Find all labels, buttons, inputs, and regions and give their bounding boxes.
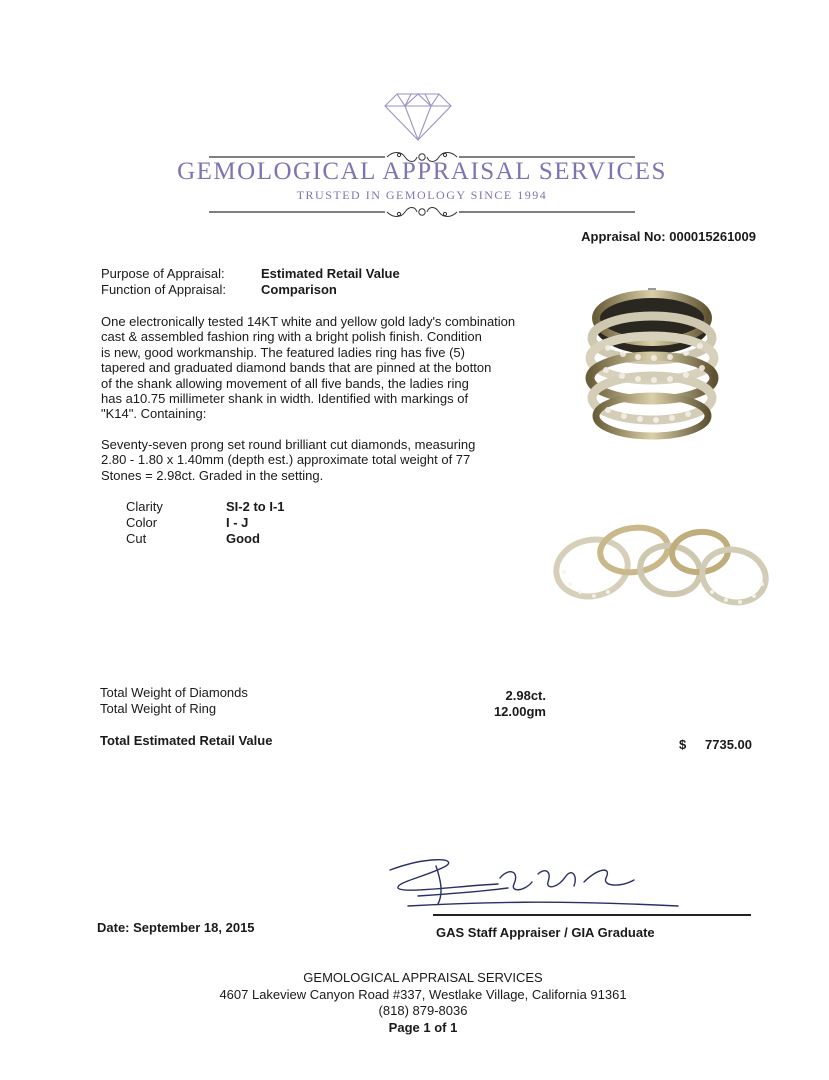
color-label: Color — [126, 515, 158, 530]
total-diamond-weight-value: 2.98ct. — [505, 688, 546, 703]
diamond-line: 2.80 - 1.80 x 1.40mm (depth est.) approximate total weight of 77 — [101, 452, 471, 468]
diamond-logo-icon — [383, 92, 453, 142]
description-line: tapered and graduated diamond bands that are pinned at the botton — [101, 360, 492, 376]
total-ring-weight-label: Total Weight of Ring — [100, 701, 217, 716]
company-name: GEMOLOGICAL APPRAISAL SERVICES — [177, 158, 667, 185]
total-diamond-weight-label: Total Weight of Diamonds — [100, 685, 248, 700]
diamond-line: Stones = 2.98ct. Graded in the setting. — [101, 467, 324, 483]
description-line: has a10.75 millimeter shank in width. Identified with markings of — [101, 391, 469, 407]
cut-value: Good — [226, 531, 260, 546]
retail-value-amount: 7735.00 — [705, 737, 752, 752]
item-description — [101, 314, 551, 422]
ring-stack-photo — [578, 288, 728, 448]
signature-line — [433, 914, 751, 916]
appraiser-signature — [388, 848, 688, 918]
color-value: I - J — [226, 515, 249, 530]
appraiser-title: GAS Staff Appraiser / GIA Graduate — [436, 925, 655, 940]
diamond-description — [101, 437, 551, 483]
ornamental-rule-bottom — [209, 205, 635, 219]
description-line: One electronically tested 14KT white and yellow gold lady's combination — [101, 314, 516, 329]
purpose-label: Purpose of Appraisal: — [101, 266, 225, 281]
description-line: of the shank allowing movement of all five bands, the ladies ring — [101, 375, 469, 391]
footer-phone: (818) 879-8036 — [378, 1003, 468, 1018]
function-label: Function of Appraisal: — [101, 282, 227, 297]
footer-address: 4607 Lakeview Canyon Road #337, Westlake Village, California 91361 — [219, 987, 627, 1002]
description-line: cast & assembled fashion ring with a bright polish finish. Condition — [101, 329, 482, 345]
clarity-value: SI-2 to I-1 — [226, 499, 285, 514]
appraisal-date: Date: September 18, 2015 — [97, 920, 255, 935]
appraisal-number: Appraisal No: 000015261009 — [581, 229, 756, 244]
purpose-value: Estimated Retail Value — [261, 266, 400, 281]
page-number: Page 1 of 1 — [388, 1020, 458, 1035]
cut-label: Cut — [126, 531, 147, 546]
currency-symbol: $ — [679, 737, 687, 752]
retail-value-label: Total Estimated Retail Value — [100, 733, 273, 748]
clarity-label: Clarity — [126, 499, 163, 514]
total-ring-weight-value: 12.00gm — [493, 704, 546, 719]
footer-company: GEMOLOGICAL APPRAISAL SERVICES — [303, 970, 543, 985]
rings-spread-photo — [552, 520, 772, 610]
description-line: "K14". Containing: — [101, 406, 207, 422]
function-value: Comparison — [261, 282, 337, 297]
diamond-line: Seventy-seven prong set round brilliant cut diamonds, measuring — [101, 437, 476, 452]
company-tagline: TRUSTED IN GEMOLOGY SINCE 1994 — [296, 188, 548, 202]
description-line: is new, good workmanship. The featured ladies ring has five (5) — [101, 344, 465, 360]
